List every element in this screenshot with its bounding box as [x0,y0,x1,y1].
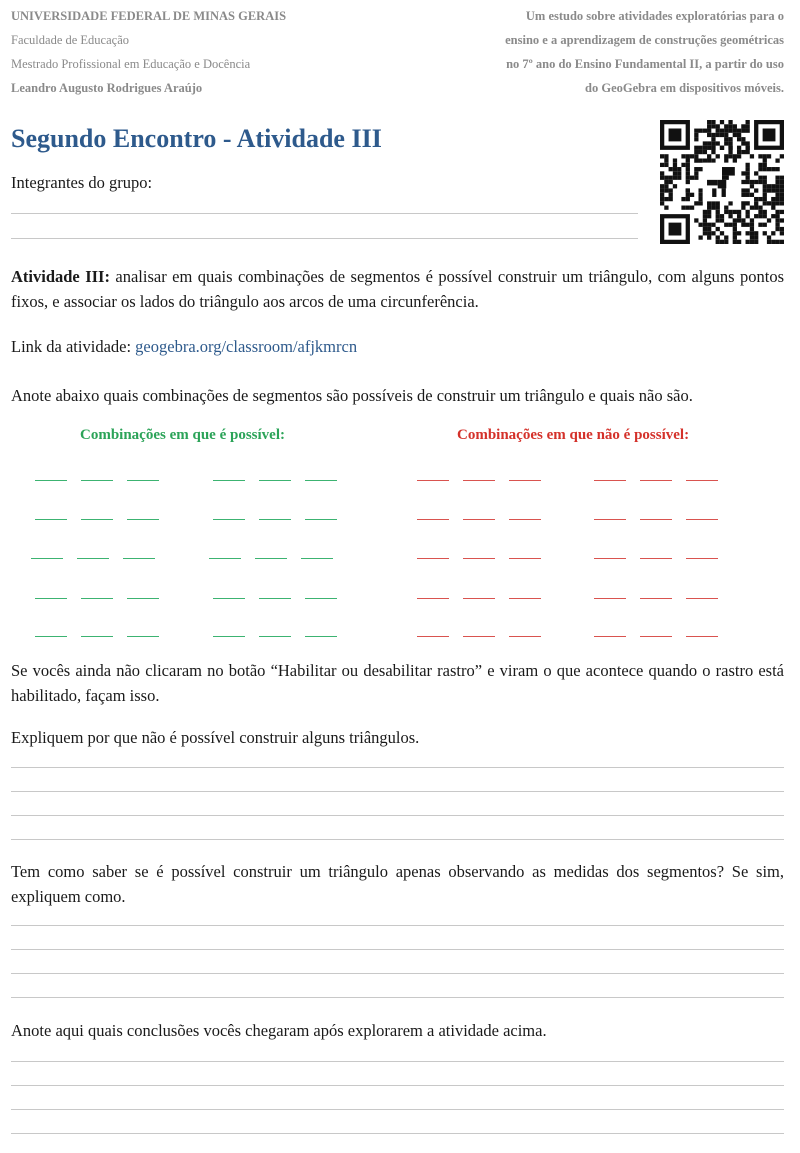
segment-blank[interactable] [640,558,672,559]
segment-blank[interactable] [509,558,541,559]
segment-blank[interactable] [417,636,449,637]
header-institution [11,4,286,100]
answer-line[interactable] [11,791,784,792]
segment-blank[interactable] [213,636,245,637]
answer-line[interactable] [11,997,784,998]
question-why-not: Expliquem por que não é possível construir alguns triângulos. [11,728,420,747]
answer-line[interactable] [11,1061,784,1062]
qr-code-dino-icon[interactable] [660,120,784,244]
segment-blank[interactable] [305,636,337,637]
segment-blank[interactable] [463,519,495,520]
members-line[interactable] [11,213,638,214]
segment-blank[interactable] [463,598,495,599]
segment-blank[interactable] [417,519,449,520]
segment-blank[interactable] [509,480,541,481]
segment-blank[interactable] [686,480,718,481]
header-program: Mestrado Profissional em Educação e Docência [11,57,251,71]
segment-blank[interactable] [209,558,241,559]
segment-blank[interactable] [463,558,495,559]
segment-blank[interactable] [686,558,718,559]
answer-line[interactable] [11,815,784,816]
header-study-line: Um estudo sobre atividades exploratórias para o [525,9,784,23]
segment-blank[interactable] [305,519,337,520]
question-measures: Tem como saber se é possível construir um triângulo apenas observando as medidas dos segmentos? Se sim, expliquem como. [11,862,784,906]
members-line[interactable] [11,238,638,239]
segment-blank[interactable] [594,519,626,520]
link-label: Link da atividade: [11,337,136,356]
segment-blank[interactable] [640,519,672,520]
segment-blank[interactable] [35,636,67,637]
segment-blank[interactable] [686,636,718,637]
segment-blank[interactable] [686,519,718,520]
answer-line[interactable] [11,767,784,768]
answer-line[interactable] [11,949,784,950]
segment-blank[interactable] [640,598,672,599]
activity-statement [11,264,784,314]
segment-blank[interactable] [686,598,718,599]
segment-blank[interactable] [81,480,113,481]
segment-blank[interactable] [640,480,672,481]
segment-blank[interactable] [35,598,67,599]
segment-blank[interactable] [213,519,245,520]
header-author: Leandro Augusto Rodrigues Araújo [11,81,203,95]
segment-blank[interactable] [463,480,495,481]
segment-blank[interactable] [305,480,337,481]
header-study-line: do GeoGebra em dispositivos móveis. [585,81,784,95]
segment-blank[interactable] [127,519,159,520]
impossible-column-heading: Combinações em que não é possível: [457,427,690,443]
answer-line[interactable] [11,925,784,926]
segment-blank[interactable] [123,558,155,559]
segment-blank[interactable] [259,598,291,599]
answer-line[interactable] [11,1109,784,1110]
segment-blank[interactable] [213,480,245,481]
header-study-line: no 7º ano do Ensino Fundamental II, a partir do uso [506,57,784,71]
trace-instruction: Se vocês ainda não clicaram no botão “Habilitar ou desabilitar rastro” e viram o que acontece quando o rastro está habilitado, façam isso. [11,661,784,705]
segment-blank[interactable] [301,558,333,559]
segment-blank[interactable] [509,636,541,637]
header-university: UNIVERSIDADE FEDERAL DE MINAS GERAIS [11,9,287,23]
answer-line[interactable] [11,839,784,840]
segment-blank[interactable] [127,598,159,599]
segment-blank[interactable] [81,636,113,637]
segment-blank[interactable] [259,519,291,520]
segment-blank[interactable] [463,636,495,637]
segment-blank[interactable] [81,598,113,599]
activity-text: analisar em quais combinações de segmentos é possível construir um triângulo, com alguns pontos fixos, e associar os lados do triângulo aos arcos de uma circunferência. [11,267,784,311]
segment-blank[interactable] [417,598,449,599]
segment-blank[interactable] [594,480,626,481]
header-study-title [505,4,784,100]
segment-blank[interactable] [127,636,159,637]
answer-line[interactable] [11,973,784,974]
segment-blank[interactable] [127,480,159,481]
segment-blank[interactable] [509,519,541,520]
header-study-line: ensino e a aprendizagem de construções geométricas [505,33,784,47]
possible-column-heading: Combinações em que é possível: [80,427,285,443]
segment-blank[interactable] [594,558,626,559]
segment-blank[interactable] [255,558,287,559]
activity-label: Atividade III: [11,267,110,286]
segment-blank[interactable] [35,519,67,520]
page-title: Segundo Encontro - Atividade III [11,124,382,153]
activity-link[interactable]: geogebra.org/classroom/afjkmrcn [135,337,358,356]
segment-blank[interactable] [81,519,113,520]
answer-line[interactable] [11,1085,784,1086]
segment-blank[interactable] [305,598,337,599]
segment-blank[interactable] [417,558,449,559]
segment-blank[interactable] [259,636,291,637]
answer-line[interactable] [11,1133,784,1134]
segment-blank[interactable] [213,598,245,599]
segment-blank[interactable] [259,480,291,481]
question-conclusions: Anote aqui quais conclusões vocês chegaram após explorarem a atividade acima. [11,1021,547,1040]
segment-blank[interactable] [640,636,672,637]
segment-blank[interactable] [594,636,626,637]
segment-blank[interactable] [509,598,541,599]
segment-blank[interactable] [594,598,626,599]
segment-blank[interactable] [417,480,449,481]
segment-blank[interactable] [77,558,109,559]
activity-link-row [11,334,784,359]
instruction-text: Anote abaixo quais combinações de segmentos são possíveis de construir um triângulo e quais não são. [11,386,693,405]
segment-blank[interactable] [31,558,63,559]
members-label: Integrantes do grupo: [11,173,153,192]
segment-blank[interactable] [35,480,67,481]
header-faculty: Faculdade de Educação [11,33,129,47]
